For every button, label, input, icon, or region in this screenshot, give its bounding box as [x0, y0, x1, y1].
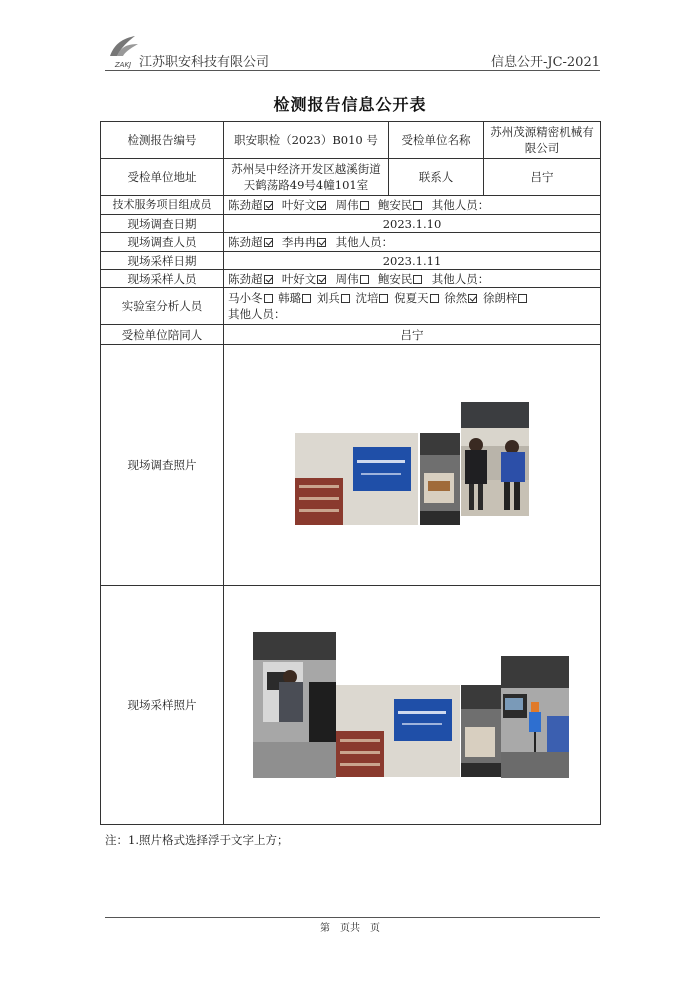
checked-box-icon[interactable] [317, 201, 326, 210]
sample-photo-equipment [501, 656, 569, 778]
checked-box-icon[interactable] [264, 275, 273, 284]
checkbox-icon[interactable] [413, 275, 422, 284]
member-name: 倪夏天 [394, 291, 429, 305]
member-name: 周伟 [335, 271, 359, 286]
team-label: 技术服务项目组成员 [101, 196, 224, 215]
other-members-label: 其他人员： [335, 235, 394, 249]
sample-photos-label: 现场采样照片 [101, 586, 224, 825]
survey-photos-label: 现场调查照片 [101, 345, 224, 586]
samplers-members [224, 270, 601, 288]
client-name-label: 受检单位名称 [389, 122, 484, 159]
table-row [101, 288, 601, 325]
member-name: 鲍安民 [377, 198, 413, 212]
sample-photo-workshop [461, 685, 501, 777]
checkbox-icon[interactable] [379, 294, 388, 303]
checked-box-icon[interactable] [468, 294, 477, 303]
survey-photo-sign [295, 433, 418, 525]
surveyors-label: 现场调查人员 [101, 233, 224, 252]
escort-label: 受检单位陪同人 [101, 325, 224, 345]
info-table [100, 121, 601, 825]
table-row [101, 586, 601, 825]
member-name: 鲍安民 [377, 271, 413, 286]
page-header [105, 32, 600, 72]
company-logo-icon [105, 32, 141, 70]
lab-members [224, 288, 601, 325]
member-name: 韩璐 [278, 291, 302, 305]
member-name: 陈劲超 [228, 271, 263, 286]
member-name: 叶好文 [281, 198, 317, 212]
sample-photo-machine [253, 632, 336, 778]
member-name: 陈劲超 [228, 198, 263, 212]
member-name: 徐朗梓 [482, 291, 518, 305]
table-row [101, 325, 601, 345]
checked-box-icon[interactable] [317, 275, 326, 284]
address-value: 苏州吴中经济开发区越溪街道天鹤荡路49号4幢101室 [224, 159, 389, 196]
sample-date-value: 2023.1.11 [224, 252, 601, 270]
page-footer: 第 页共 页 [320, 923, 380, 934]
checkbox-icon[interactable] [518, 294, 527, 303]
checkbox-icon[interactable] [302, 294, 311, 303]
table-row [101, 252, 601, 270]
table-row [101, 270, 601, 288]
company-name: 江苏职安科技有限公司 [139, 55, 270, 70]
checked-box-icon[interactable] [317, 238, 326, 247]
member-name: 徐然 [444, 291, 468, 305]
lab-label: 实验室分析人员 [101, 288, 224, 325]
survey-date-label: 现场调查日期 [101, 215, 224, 233]
checkbox-icon[interactable] [264, 294, 273, 303]
table-row [101, 196, 601, 215]
address-label: 受检单位地址 [101, 159, 224, 196]
member-name: 陈劲超 [228, 235, 263, 249]
svg-text:ZAKJ: ZAKJ [114, 61, 132, 69]
checkbox-icon[interactable] [360, 201, 369, 210]
survey-photo-workers [461, 402, 529, 516]
member-name: 叶好文 [281, 271, 317, 286]
checkbox-icon[interactable] [360, 275, 369, 284]
sample-photos-cell [224, 586, 601, 825]
checked-box-icon[interactable] [264, 238, 273, 247]
other-members-label: 其他人员： [431, 271, 490, 286]
surveyors-members [224, 233, 601, 252]
survey-date-value: 2023.1.10 [224, 215, 601, 233]
member-name: 李冉冉 [281, 235, 317, 249]
member-name: 马小冬 [228, 291, 263, 305]
member-name: 周伟 [335, 198, 359, 212]
escort-value: 吕宁 [224, 325, 601, 345]
client-name-value: 苏州茂源精密机械有限公司 [484, 122, 601, 159]
table-row [101, 345, 601, 586]
other-members-label: 其他人员： [228, 307, 286, 321]
table-row [101, 159, 601, 196]
contact-label: 联系人 [389, 159, 484, 196]
table-row [101, 215, 601, 233]
footnote: 注：1.照片格式选择浮于文字上方； [105, 833, 289, 847]
checkbox-icon[interactable] [341, 294, 350, 303]
report-no-value: 职安职检（2023）B010 号 [224, 122, 389, 159]
document-number: 信息公开-JC-2021 [490, 55, 600, 70]
report-no-label: 检测报告编号 [101, 122, 224, 159]
survey-photo-workshop [420, 433, 460, 525]
survey-photos-cell [224, 345, 601, 586]
sample-date-label: 现场采样日期 [101, 252, 224, 270]
checked-box-icon[interactable] [264, 201, 273, 210]
contact-value: 吕宁 [484, 159, 601, 196]
member-name: 沈培 [355, 291, 379, 305]
footer-divider [105, 917, 600, 918]
checkbox-icon[interactable] [413, 201, 422, 210]
page-title: 检测报告信息公开表 [273, 95, 427, 114]
other-members-label: 其他人员： [431, 198, 490, 212]
table-row [101, 233, 601, 252]
header-divider [105, 70, 600, 71]
table-row [101, 122, 601, 159]
team-members [224, 196, 601, 215]
member-name: 刘兵 [316, 291, 340, 305]
checkbox-icon[interactable] [430, 294, 439, 303]
sample-photo-sign [336, 685, 460, 777]
samplers-label: 现场采样人员 [101, 270, 224, 288]
